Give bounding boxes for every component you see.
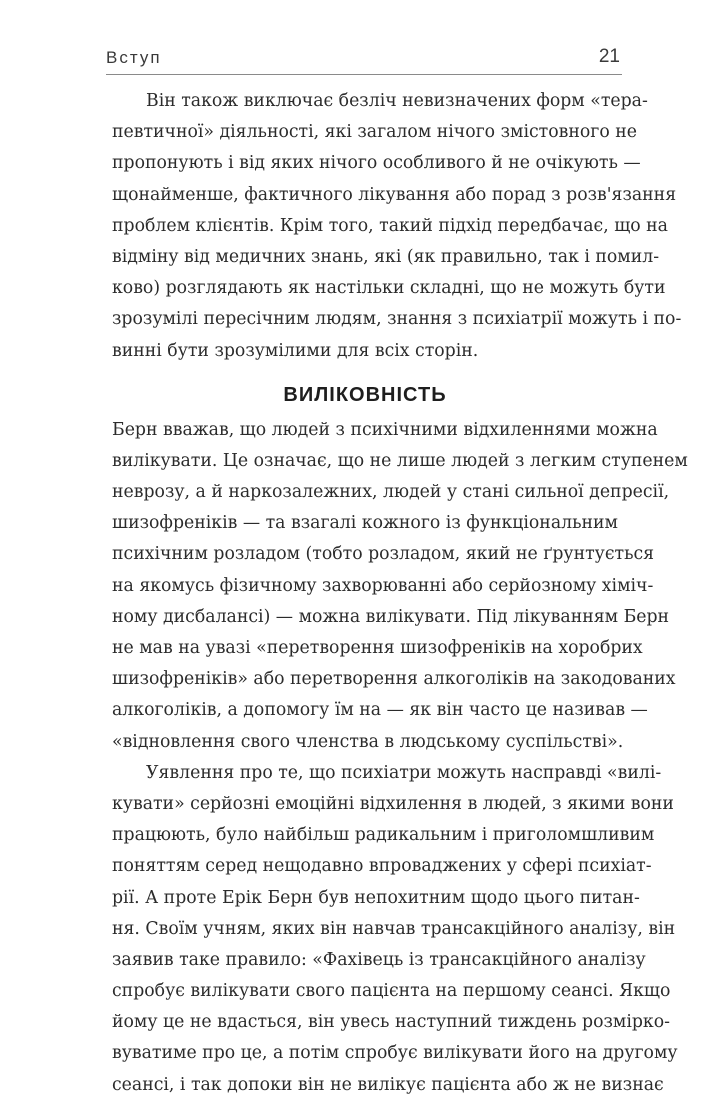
- page-number: 21: [598, 46, 620, 67]
- text-line: Уявлення про те, що психіатри можуть насправді «вилі-: [146, 762, 662, 783]
- text-line: Берн вважав, що людей з психічними відхиленнями можна: [112, 419, 658, 440]
- text-line: психічним розладом (тобто розладом, який не ґрунтується: [112, 544, 655, 565]
- text-line: неврозу, а й наркозалежних, людей у стані сильної депресії,: [112, 482, 670, 503]
- text-line: пропонують і від яких нічого особливого й не очікують —: [112, 153, 641, 174]
- text-line: алкоголіків, а допомогу їм на — як він часто це називав —: [112, 700, 648, 721]
- text-line: спробує вилікувати свого пацієнта на першому сеансі. Якщо: [112, 981, 671, 1002]
- text-line: кувати» серйозні емоційні відхилення в людей, з якими вони: [112, 793, 674, 814]
- text-line: відміну від медичних знань, які (як правильно, так і помил-: [112, 246, 660, 267]
- text-line: шизофреніків — та взагалі кожного із функціональним: [112, 513, 618, 534]
- paragraph: [112, 415, 688, 758]
- text-line: проблем клієнтів. Крім того, такий підхід передбачає, що на: [112, 215, 668, 236]
- text-line: вилікувати. Це означає, що не лише людей з легким ступенем: [112, 450, 688, 471]
- section-heading: ВИЛІКОВНІСТЬ: [283, 383, 447, 406]
- text-line: зрозумілі пересічним людям, знання з психіатрії можуть і по-: [112, 309, 682, 330]
- text-line: щонайменше, фактичного лікування або порад з розв'язання: [112, 184, 677, 205]
- text-line: йому це не вдасться, він увесь наступний тиждень розмірко-: [112, 1012, 670, 1033]
- text-line: рії. А проте Ерік Берн був непохитним щодо цього питан-: [112, 887, 640, 908]
- section-title: Вступ: [106, 48, 162, 67]
- text-line: шизофреніків» або перетворення алкоголіків на закодованих: [112, 669, 676, 690]
- text-line: на якомусь фізичному захворюванні або серйозному хіміч-: [112, 575, 654, 596]
- text-line: заявив таке правило: «Фахівець із трансакційного аналізу: [112, 949, 646, 970]
- paragraph: [112, 758, 678, 1101]
- text-line: «відновлення свого членства в людському суспільстві».: [112, 731, 624, 752]
- text-line: певтичної» діяльності, які загалом нічого змістовного не: [112, 122, 637, 143]
- running-header: [106, 44, 622, 75]
- text-line: вуватиме про це, а потім спробує вилікувати його на другому: [112, 1043, 678, 1064]
- text-line: поняттям серед нещодавно впроваджених у сфері психіат-: [112, 856, 652, 877]
- text-line: ково) розглядають як настільки складні, що не можуть бути: [112, 278, 666, 299]
- text-line: не мав на увазі «перетворення шизофреніків на хоробрих: [112, 638, 643, 658]
- text-line: працюють, було найбільш радикальним і приголомшливим: [112, 825, 655, 846]
- paragraph: [112, 86, 682, 367]
- text-line: Він також виключає безліч невизначених форм «тера-: [146, 91, 648, 111]
- text-line: винні бути зрозумілими для всіх сторін.: [112, 340, 479, 361]
- text-line: ному дисбалансі) — можна вилікувати. Під лікуванням Берн: [112, 606, 670, 627]
- text-line: сеансі, і так допоки він не вилікує пацієнта або ж не визнає: [112, 1074, 664, 1095]
- body-text: [112, 86, 688, 1101]
- text-line: ня. Своїм учням, яких він навчав трансакційного аналізу, він: [112, 918, 676, 939]
